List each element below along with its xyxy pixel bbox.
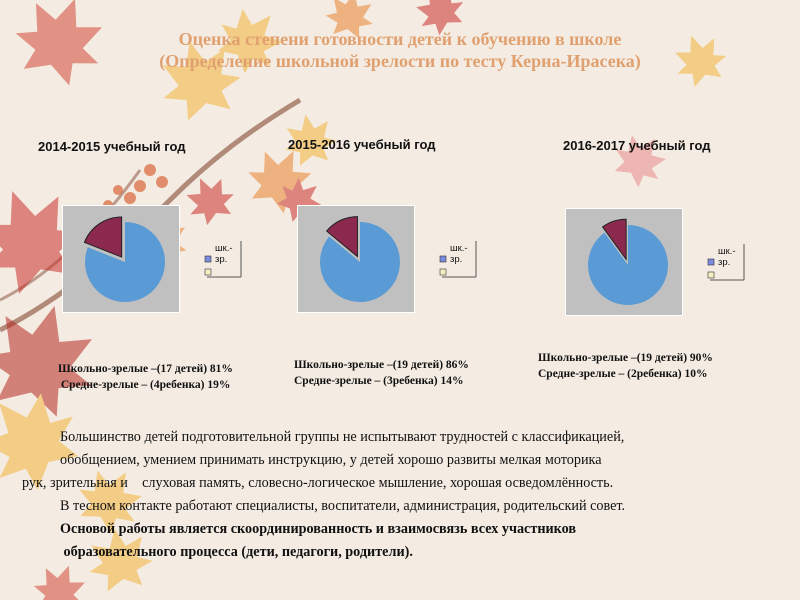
legend-label: шк.-зр. [215, 243, 233, 265]
title-line-1: Оценка степени готовности детей к обучению в школе [178, 29, 622, 49]
legend-swatch-mature [440, 256, 446, 262]
body-line-2: обобщением, умением принимать инструкцию, у детей хорошо развиты мелкая моторика [60, 452, 602, 468]
year-heading-2015: 2015-2016 учебный год [288, 137, 436, 152]
caption-2016 [538, 350, 713, 382]
body-line-3: рук, зрительная и слуховая память, словесно-логическое мышление, хорошая осведомлённость. [22, 475, 614, 491]
body-line-5: Основой работы является скоординированность и взаимосвязь всех участников [60, 521, 577, 537]
year-heading-2014: 2014-2015 учебный год [38, 139, 186, 154]
caption-2015-mature: Школьно-зрелые –(19 детей) 86% [294, 359, 469, 371]
year-heading-2016: 2016-2017 учебный год [563, 138, 711, 153]
body-line-6: образовательного процесса (дети, педагоги, родители). [60, 544, 413, 560]
caption-2016-middle: Средне-зрелые – (2ребенка) 10% [538, 368, 708, 380]
legend-swatch-mature [205, 256, 211, 262]
pie-chart-2014 [62, 205, 252, 315]
body-line-4: В тесном контакте работают специалисты, воспитатели, администрация, родительский совет. [60, 498, 626, 514]
legend-swatch-other [440, 269, 446, 275]
caption-2015 [294, 357, 469, 389]
caption-2014-middle: Средне-зрелые – (4ребенка) 19% [58, 379, 231, 391]
legend-swatch-other [708, 272, 714, 278]
slide-title [0, 28, 800, 72]
caption-2015-middle: Средне-зрелые – (3ребенка) 14% [294, 375, 464, 387]
caption-2014 [58, 361, 233, 393]
pie-chart-2016 [565, 208, 755, 318]
caption-2014-mature: Школьно-зрелые –(17 детей) 81% [58, 363, 233, 375]
legend-label: шк.-зр. [450, 243, 468, 265]
legend-swatch-other [205, 269, 211, 275]
pie-slice-mature [588, 225, 668, 305]
legend-swatch-mature [708, 259, 714, 265]
conclusion-text [22, 426, 792, 564]
pie-chart-2015 [297, 205, 497, 315]
caption-2016-mature: Школьно-зрелые –(19 детей) 90% [538, 352, 713, 364]
title-line-2: (Определение школьной зрелости по тесту Керна-Ирасека) [159, 51, 641, 71]
legend-label: шк.-зр. [718, 246, 736, 268]
body-line-1: Большинство детей подготовительной группы не испытывают трудностей с классификацией, [60, 429, 625, 445]
